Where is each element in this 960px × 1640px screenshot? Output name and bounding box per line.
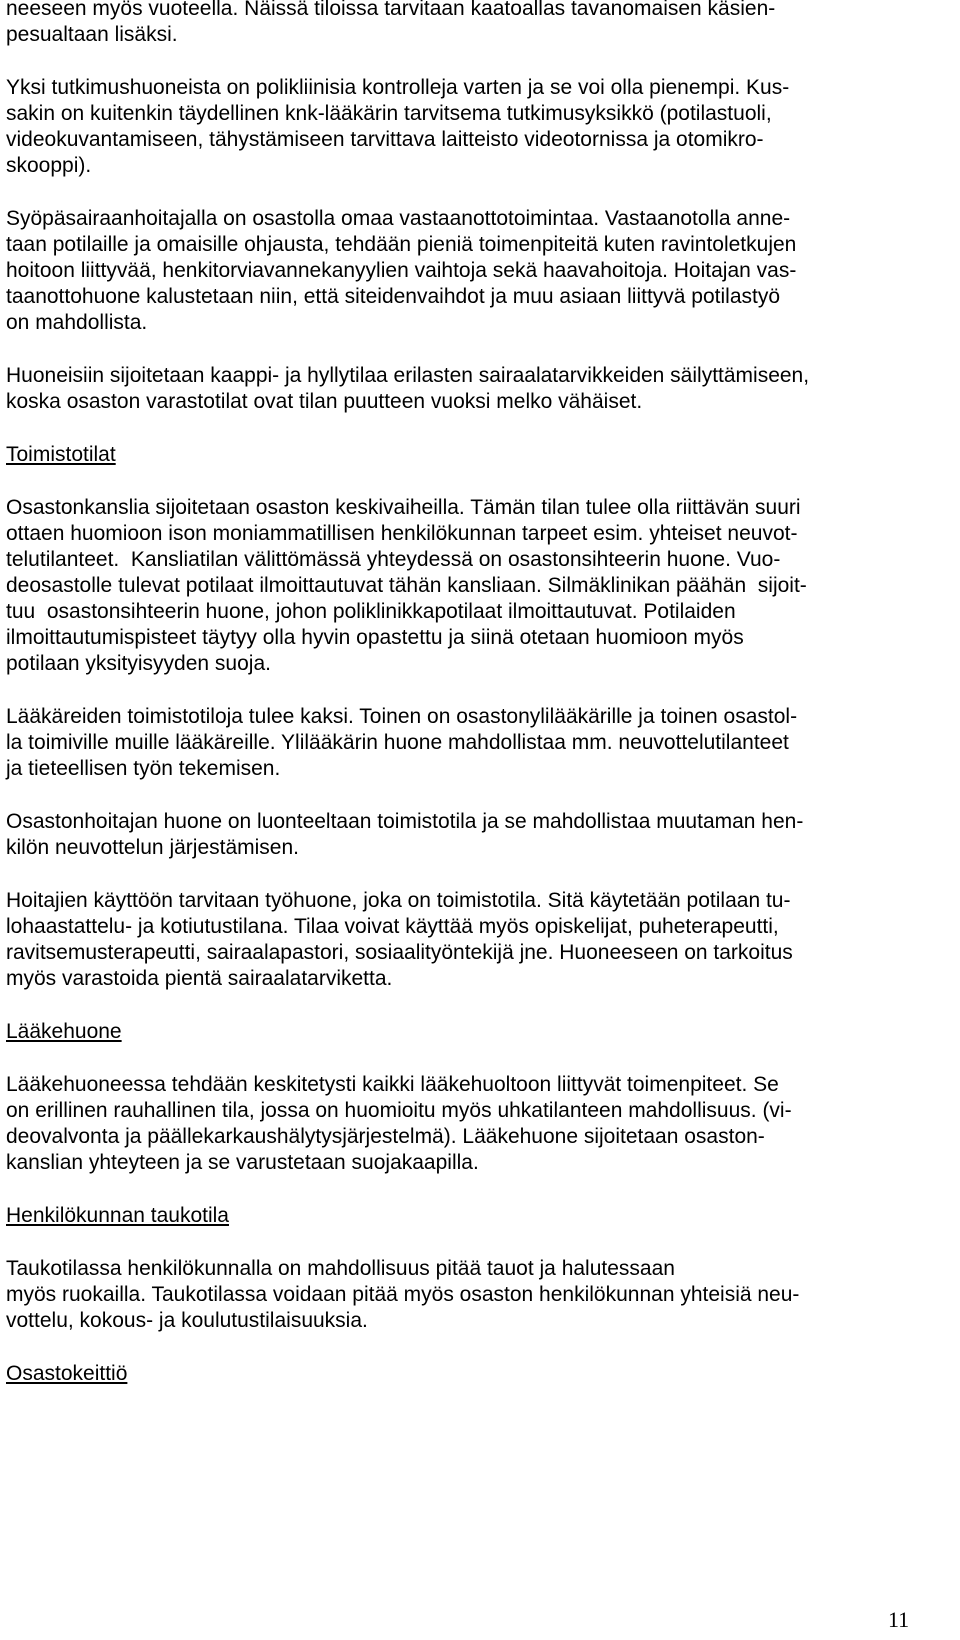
text-line: myös ruokailla. Taukotilassa voidaan pitää myös osaston henkilökunnan yhteisiä neu-: [6, 1283, 800, 1306]
text-line: Hoitajien käyttöön tarvitaan työhuone, joka on toimistotila. Sitä käytetään potilaan tu-: [6, 889, 791, 912]
text-line: Syöpäsairaanhoitajalla on osastolla omaa vastaanottotoimintaa. Vastaanotolla anne-: [6, 207, 791, 230]
text-line: on mahdollista.: [6, 311, 148, 334]
text-line: taan potilaille ja omaisille ohjausta, tehdään pieniä toimenpiteitä kuten ravintoletkujen: [6, 233, 797, 256]
text-line: koska osaston varastotilat ovat tilan puutteen vuoksi melko vähäiset.: [6, 390, 643, 413]
text-line: taanottohuone kalustetaan niin, että siteidenvaihdot ja muu asiaan liittyvä potilastyö: [6, 285, 781, 308]
text-line: la toimiville muille lääkäreille. Ylilääkärin huone mahdollistaa mm. neuvottelutilanteet: [6, 731, 789, 754]
text-line: potilaan yksityisyyden suoja.: [6, 652, 271, 675]
text-line: vottelu, kokous- ja koulutustilaisuuksia.: [6, 1309, 368, 1332]
section-heading-laakehuone: Lääkehuone: [6, 1020, 122, 1043]
text-line: Lääkäreiden toimistotiloja tulee kaksi. Toinen on osastonylilääkärille ja toinen osastol-: [6, 705, 798, 728]
text-line: Osastonkanslia sijoitetaan osaston keskivaiheilla. Tämän tilan tulee olla riittävän suuri: [6, 496, 801, 519]
text-line: ravitsemusterapeutti, sairaalapastori, sosiaalityöntekijä jne. Huoneeseen on tarkoitus: [6, 941, 793, 964]
page-number: 11: [888, 1607, 910, 1632]
text-line: videokuvantamiseen, tähystämiseen tarvittava laitteisto videotornissa ja otomikro-: [6, 128, 764, 151]
text-line: ilmoittautumispisteet täytyy olla hyvin opastettu ja siinä otetaan huomioon myös: [6, 626, 744, 649]
text-line: deovalvonta ja päällekarkaushälytysjärjestelmä). Lääkehuone sijoitetaan osaston-: [6, 1125, 765, 1148]
text-line: skooppi).: [6, 154, 92, 177]
text-line: sakin on kuitenkin täydellinen knk-lääkärin tarvitsema tutkimusyksikkö (potilastuoli,: [6, 102, 772, 125]
text-line: kanslian yhteyteen ja se varustetaan suojakaapilla.: [6, 1151, 479, 1174]
text-line: Yksi tutkimushuoneista on polikliinisia kontrolleja varten ja se voi olla pienempi. Kus-: [6, 76, 790, 99]
section-heading-osastokeittio: Osastokeittiö: [6, 1362, 128, 1385]
text-line: deosastolle tulevat potilaat ilmoittautuvat tähän kansliaan. Silmäklinikan päähän sijoit-: [6, 574, 807, 597]
text-line: Taukotilassa henkilökunnalla on mahdollisuus pitää tauot ja halutessaan: [6, 1257, 675, 1280]
text-line: hoitoon liittyvää, henkitorviavannekanyylien vaihtoja sekä haavahoitoja. Hoitajan vas-: [6, 259, 797, 282]
text-line: lohaastattelu- ja kotiutustilana. Tilaa voivat käyttää myös opiskelijat, puheterapeutti,: [6, 915, 779, 938]
text-line: neeseen myös vuoteella. Näissä tiloissa tarvitaan kaatoallas tavanomaisen käsien-: [6, 0, 776, 20]
section-heading-henkilokunnan-taukotila: Henkilökunnan taukotila: [6, 1204, 229, 1227]
section-heading-toimistotilat: Toimistotilat: [6, 443, 116, 466]
text-line: on erillinen rauhallinen tila, jossa on huomioitu myös uhkatilanteen mahdollisuus. (vi-: [6, 1099, 792, 1122]
text-line: pesualtaan lisäksi.: [6, 23, 178, 46]
text-line: ottaen huomioon ison moniammatillisen henkilökunnan tarpeet esim. yhteiset neuvot-: [6, 522, 798, 545]
text-line: ja tieteellisen työn tekemisen.: [6, 757, 281, 780]
text-line: kilön neuvottelun järjestämisen.: [6, 836, 299, 859]
text-line: Lääkehuoneessa tehdään keskitetysti kaikki lääkehuoltoon liittyvät toimenpiteet. Se: [6, 1073, 779, 1096]
text-line: Huoneisiin sijoitetaan kaappi- ja hyllytilaa erilasten sairaalatarvikkeiden säilyttämiseen,: [6, 364, 810, 387]
text-line: Osastonhoitajan huone on luonteeltaan toimistotila ja se mahdollistaa muutaman hen-: [6, 810, 804, 833]
text-line: tuu osastonsihteerin huone, johon poliklinikkapotilaat ilmoittautuvat. Potilaiden: [6, 600, 736, 623]
text-line: myös varastoida pientä sairaalatarviketta.: [6, 967, 393, 990]
text-line: telutilanteet. Kansliatilan välittömässä yhteydessä on osastonsihteerin huone. Vuo-: [6, 548, 781, 571]
